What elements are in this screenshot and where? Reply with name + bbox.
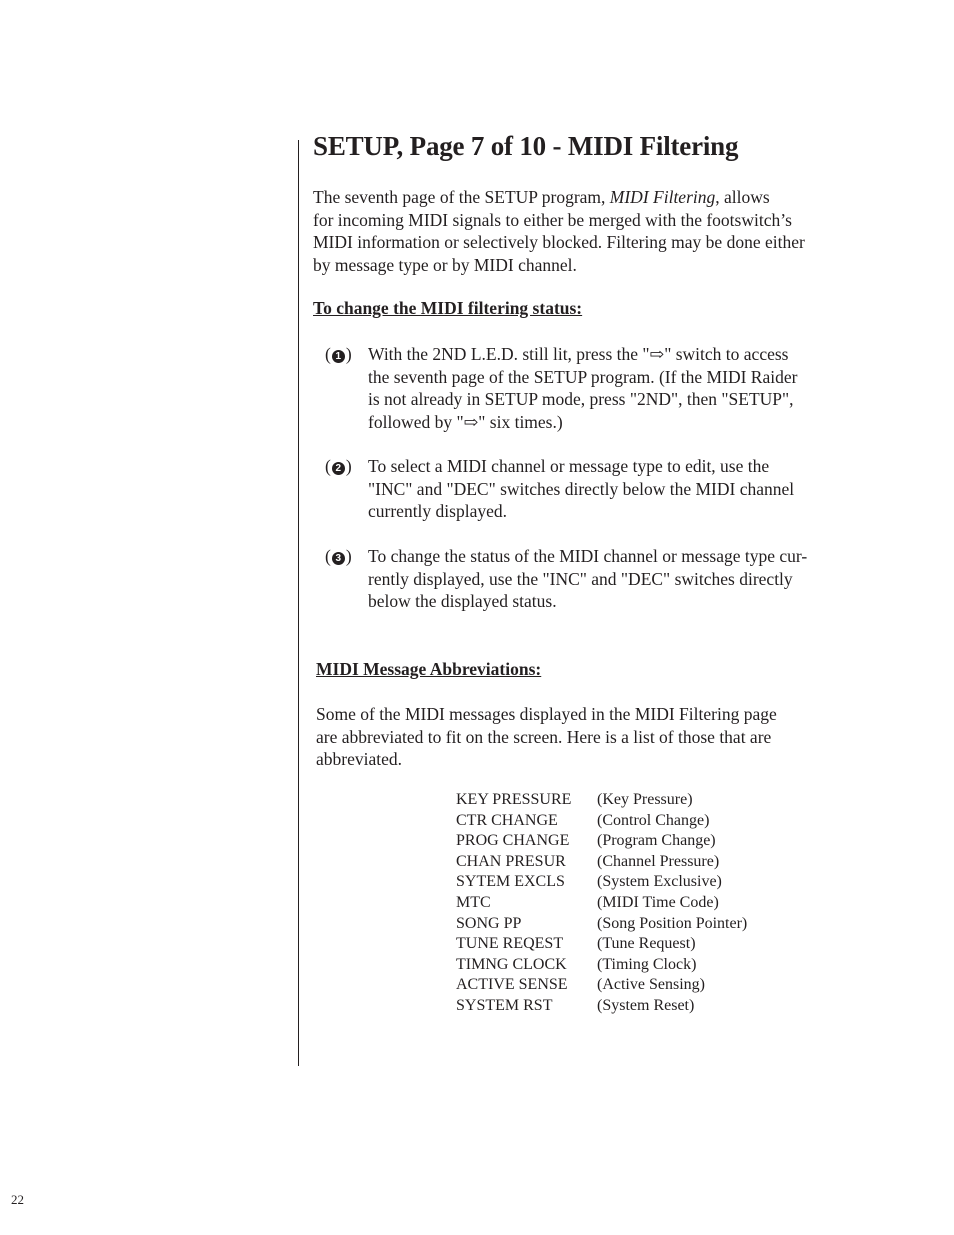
step-3-line-3: below the displayed status. [368,591,557,611]
intro-line-4: by message type or by MIDI channel. [313,254,577,275]
abbreviation-meaning: (Channel Pressure) [597,852,720,870]
step-1-text [368,343,797,433]
section-heading-filtering: To change the MIDI filtering status: [313,298,583,318]
intro-emphasis: MIDI Filtering [609,187,716,207]
abbreviations-intro-line-1: Some of the MIDI messages displayed in the MIDI Filtering page [316,704,777,724]
margin-rule [298,140,299,1066]
step-2-marker: ( 2 ) [325,456,352,476]
page-title: SETUP, Page 7 of 10 - MIDI Filtering [313,131,739,161]
step-3-line-2: rently displayed, use the "INC" and "DEC" switches directly [368,568,793,589]
abbreviation-code: CHAN PRESUR [456,852,566,870]
abbreviations-intro-line-3: abbreviated. [316,749,402,769]
step-3-text [368,545,807,613]
abbreviation-meaning: (System Exclusive) [597,873,722,891]
abbreviation-code: MTC [456,893,491,911]
abbreviations-intro [316,703,777,771]
abbreviation-meaning: (Timing Clock) [597,955,697,973]
step-2-text [368,455,794,523]
section-heading-abbreviations: MIDI Message Abbreviations: [316,659,542,679]
step-number-badge: 2 [332,462,345,475]
step-2-line-3: currently displayed. [368,501,507,521]
abbreviation-code: KEY PRESSURE [456,791,572,808]
step-number-badge: 3 [332,552,345,565]
abbreviation-meaning: (Tune Request) [597,935,696,953]
intro-paragraph [313,186,805,276]
intro-line-3: MIDI information or selectively blocked. Filtering may be done either [313,232,805,252]
intro-line-1: The seventh page of the SETUP program, MIDI Filtering, allows [313,187,770,207]
step-1-line-3: is not already in SETUP mode, press "2ND", then "SETUP", [368,389,794,409]
abbreviation-meaning: (Key Pressure) [597,791,693,808]
step-3-line-1: To change the status of the MIDI channel or message type cur- [368,546,808,566]
abbreviation-code: SYTEM EXCLS [456,873,565,891]
step-1-marker: ( 1 ) [325,344,352,364]
step-2-line-1: To select a MIDI channel or message type to edit, use the [368,456,770,476]
abbreviation-code: SYSTEM RST [456,996,553,1014]
page-number: 22 [11,1192,24,1207]
abbreviation-code: ACTIVE SENSE [456,976,568,994]
abbreviation-code: CTR CHANGE [456,811,558,829]
step-1-line-1: With the 2ND L.E.D. still lit, press the "⇨" switch to access [368,344,789,364]
step-1-line-2: the seventh page of the SETUP program. (If the MIDI Raider [368,366,798,387]
abbreviation-meaning: (Active Sensing) [597,976,705,994]
intro-line-2: for incoming MIDI signals to either be merged with the footswitch’s [313,209,792,230]
abbreviation-meaning: (Program Change) [597,832,716,850]
abbreviation-meaning: (MIDI Time Code) [597,893,719,911]
step-number-badge: 1 [332,350,345,363]
abbreviation-code: SONG PP [456,914,522,932]
step-1-line-4: followed by "⇨" six times.) [368,411,563,432]
abbreviation-meaning: (System Reset) [597,996,695,1014]
abbreviation-code: PROG CHANGE [456,832,570,850]
step-2-line-2: "INC" and "DEC" switches directly below the MIDI channel [368,478,795,499]
abbreviations-intro-line-2: are abbreviated to fit on the screen. Here is a list of those that are [316,726,772,747]
abbreviation-meaning: (Control Change) [597,811,710,829]
abbreviation-meaning: (Song Position Pointer) [597,914,748,932]
abbreviation-code: TIMNG CLOCK [456,955,567,973]
step-3-marker: ( 3 ) [325,546,352,566]
abbreviation-code: TUNE REQEST [456,935,564,953]
